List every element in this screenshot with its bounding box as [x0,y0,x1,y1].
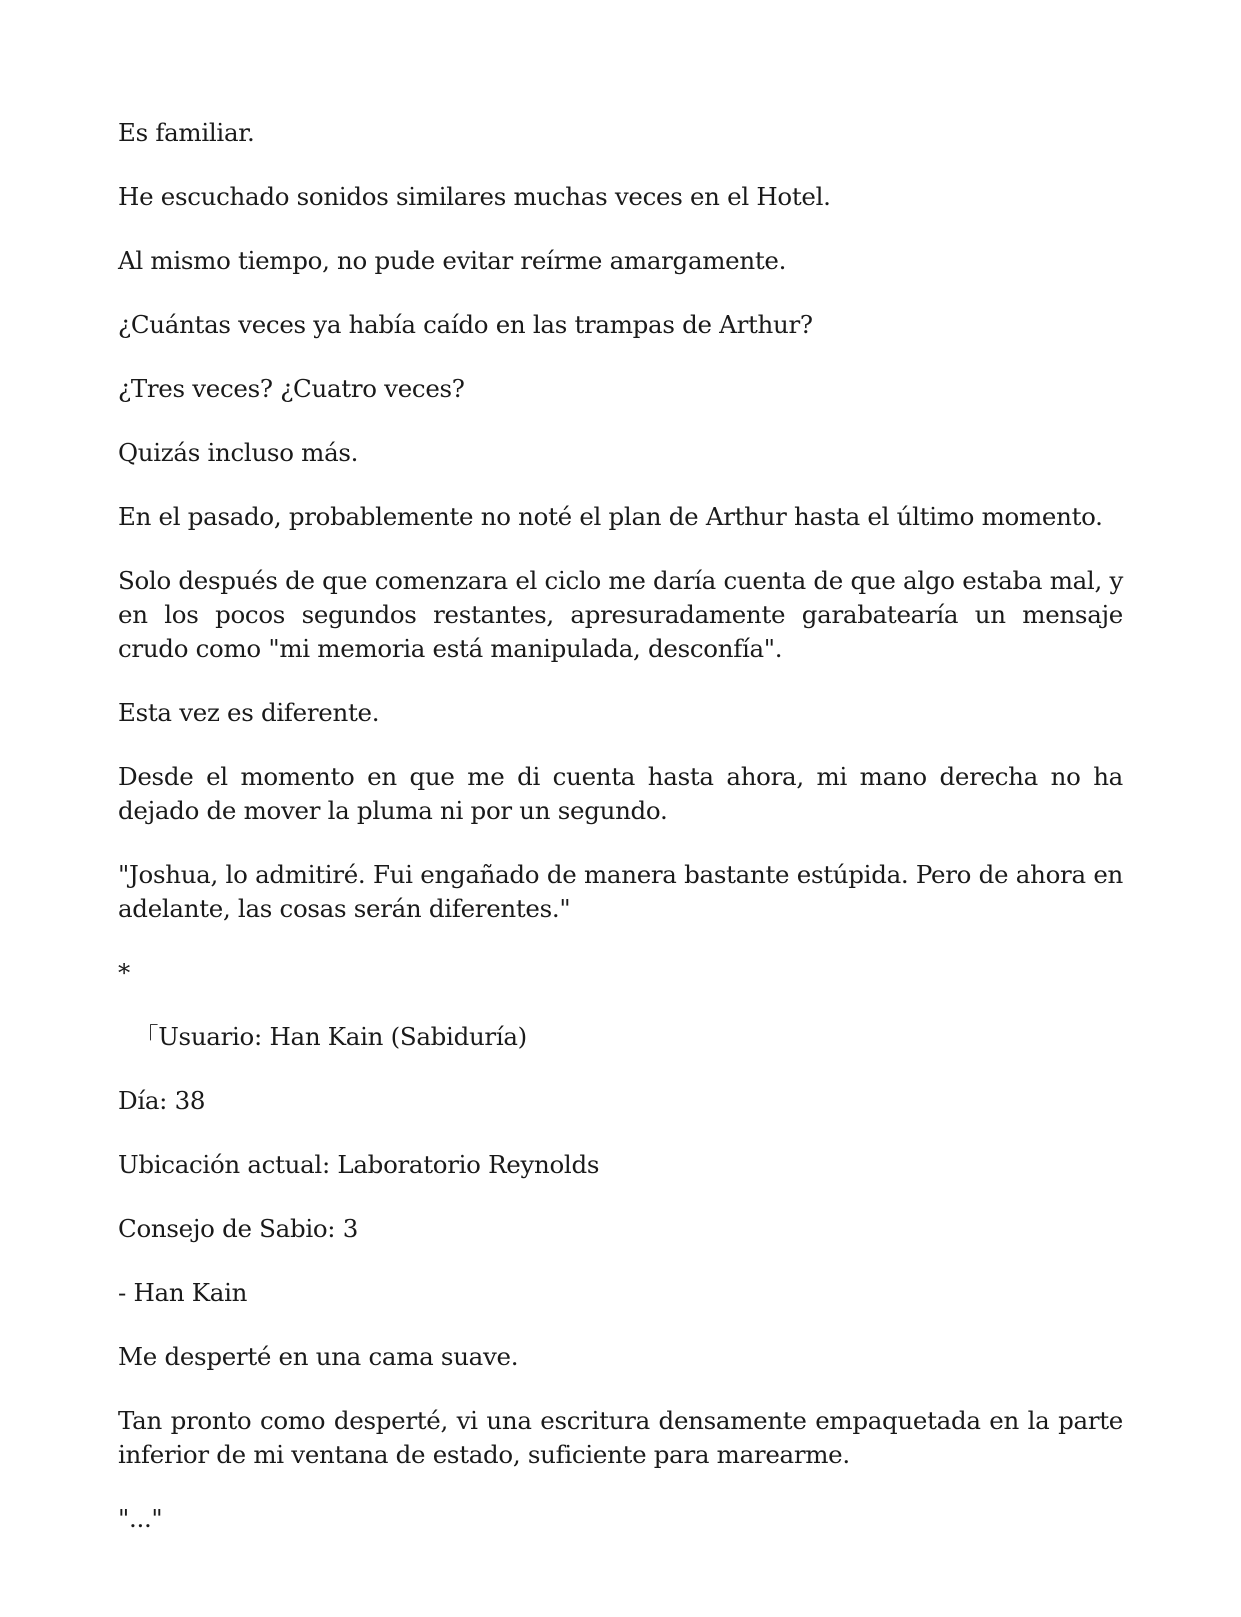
section-separator: * [118,958,130,987]
status-location-line: Ubicación actual: Laboratorio Reynolds [118,1150,600,1179]
status-signature-line: - Han Kain [118,1278,248,1307]
paragraph: He escuchado sonidos similares muchas veces en el Hotel. [118,182,831,211]
paragraph: En el pasado, probablemente no noté el plan de Arthur hasta el último momento. [118,502,1103,531]
paragraph: Me desperté en una cama suave. [118,1342,519,1371]
paragraph: "Joshua, lo admitiré. Fui engañado de manera bastante estúpida. Pero de ahora en adelante, las cosas serán diferentes." [118,860,1123,923]
text-column [118,116,1123,1536]
paragraph: Quizás incluso más. [118,438,359,467]
status-day-line: Día: 38 [118,1086,206,1115]
paragraph: "..." [118,1504,163,1533]
paragraph: Al mismo tiempo, no pude evitar reírme amargamente. [118,246,787,275]
status-advice-line: Consejo de Sabio: 3 [118,1214,359,1243]
paragraph: Solo después de que comenzara el ciclo me daría cuenta de que algo estaba mal, y en los pocos segundos restantes, apresuradamente garabatearía un mensaje crudo como "mi memoria está manipulada, desconfía". [118,566,1123,663]
paragraph: ¿Cuántas veces ya había caído en las trampas de Arthur? [118,310,813,339]
paragraph: Es familiar. [118,118,255,147]
paragraph: Desde el momento en que me di cuenta hasta ahora, mi mano derecha no ha dejado de mover la pluma ni por un segundo. [118,762,1123,825]
status-user-line: 「Usuario: Han Kain (Sabiduría) [134,1022,527,1051]
paragraph: Tan pronto como desperté, vi una escritura densamente empaquetada en la parte inferior de mi ventana de estado, suficiente para marearme. [118,1406,1123,1469]
paragraph: ¿Tres veces? ¿Cuatro veces? [118,374,465,403]
paragraph: Esta vez es diferente. [118,698,380,727]
